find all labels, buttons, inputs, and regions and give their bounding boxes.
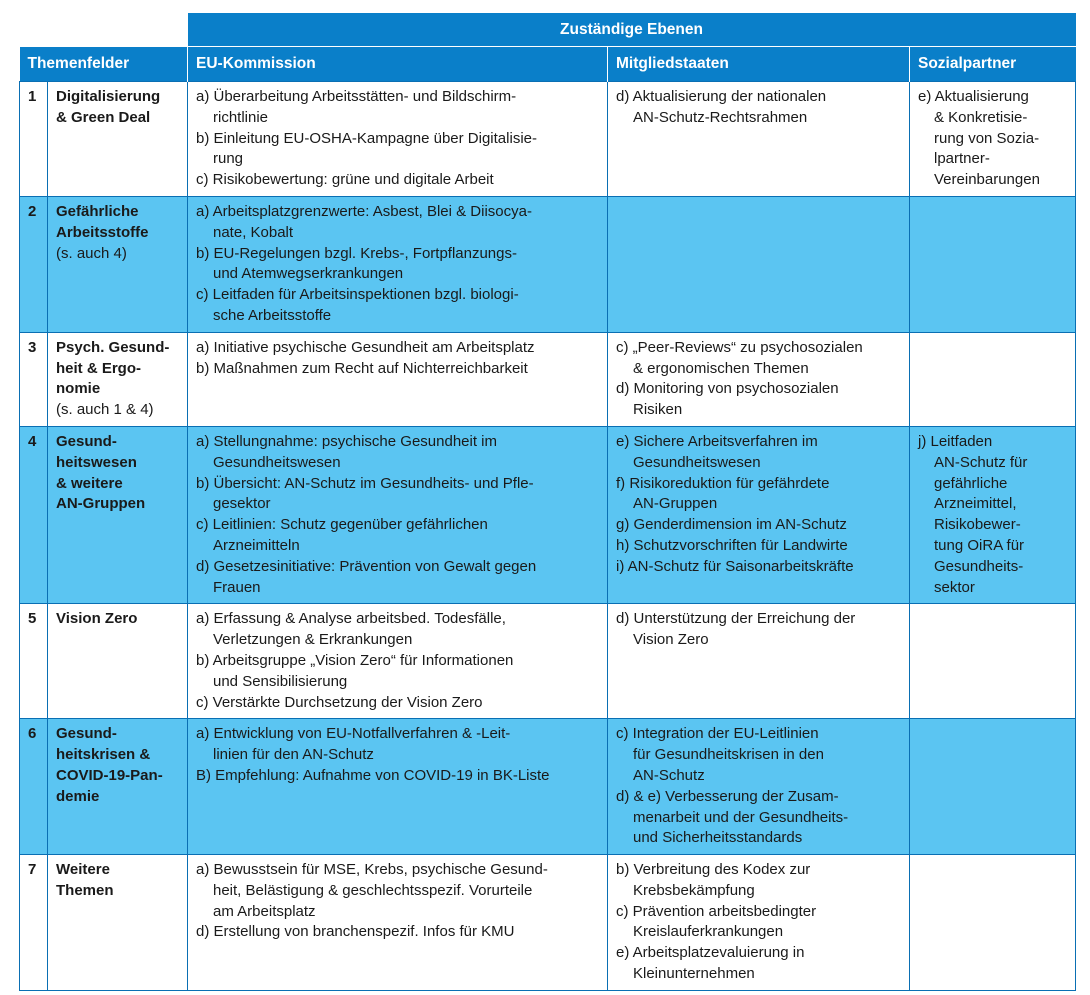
measure-line: B) Empfehlung: Aufnahme von COVID-19 in BK-Liste: [196, 766, 550, 784]
measure-line: b) Verbreitung des Kodex zur: [616, 861, 811, 879]
measure-line: AN-Schutz: [633, 766, 705, 784]
measure-line: j) Leitfaden: [918, 432, 993, 450]
measure-line: Gesundheitswesen: [213, 453, 341, 471]
row-number: 3: [20, 332, 48, 426]
col-header-topics: Themenfelder: [20, 47, 188, 82]
table-body: [20, 82, 1076, 991]
topic-line: Digitalisierung: [56, 88, 161, 105]
measure-line: lpartner-: [934, 150, 990, 168]
measure-line: e) Arbeitsplatzevaluierung in: [616, 944, 805, 962]
measure-line: linien für den AN-Schutz: [213, 746, 374, 764]
measure-line: g) Genderdimension im AN-Schutz: [616, 516, 847, 534]
topic-cell: [48, 855, 188, 991]
measure-line: d) Unterstützung der Erreichung der: [616, 610, 856, 628]
topic-cell: [48, 332, 188, 426]
measure-line: gesektor: [213, 495, 271, 513]
measure-line: Risikobewer-: [934, 516, 1021, 534]
topic-line: & Green Deal: [56, 108, 151, 126]
super-header-row: [20, 13, 1076, 47]
measure-line: e) Aktualisierung: [918, 88, 1029, 105]
measure-line: AN-Schutz-Rechtsrahmen: [633, 108, 808, 126]
measure-line: b) Maßnahmen zum Recht auf Nichterreichbarkeit: [196, 359, 528, 377]
responsible-levels-header: Zuständige Ebenen: [188, 13, 1076, 47]
member-states-cell: [608, 426, 910, 603]
member-states-cell: [608, 82, 910, 197]
row-number: 6: [20, 719, 48, 855]
measure-line: Frauen: [213, 578, 261, 596]
measure-line: d) Monitoring von psychosozialen: [616, 380, 839, 398]
topic-line: Weitere: [56, 861, 110, 879]
measure-line: und Atemwegserkrankungen: [213, 265, 404, 283]
measure-line: nate, Kobalt: [213, 223, 294, 241]
measure-line: b) Übersicht: AN-Schutz im Gesundheits- und Pfle-: [196, 474, 534, 492]
measure-line: c) Verstärkte Durchsetzung der Vision Zero: [196, 693, 483, 711]
table-row: [20, 855, 1076, 991]
social-partners-cell: [910, 196, 1076, 332]
topic-line: (s. auch 4): [56, 244, 127, 262]
topic-line: AN-Gruppen: [56, 495, 146, 513]
measure-line: rung von Sozia-: [934, 129, 1040, 147]
measure-line: c) Prävention arbeitsbedingter: [616, 902, 817, 920]
measure-line: & ergonomischen Themen: [633, 359, 809, 377]
measure-line: AN-Schutz für: [934, 453, 1028, 471]
measure-line: b) EU-Regelungen bzgl. Krebs-, Fortpflanzungs-: [196, 244, 517, 262]
table-row: [20, 719, 1076, 855]
measure-line: a) Arbeitsplatzgrenzwerte: Asbest, Blei & Diisocya-: [196, 202, 532, 220]
measure-line: für Gesundheitskrisen in den: [633, 746, 824, 764]
row-number: 5: [20, 604, 48, 719]
measure-line: Gesundheitswesen: [633, 453, 761, 471]
measure-line: menarbeit und der Gesundheits-: [633, 808, 849, 826]
measure-line: rung: [213, 150, 244, 168]
table-row: [20, 604, 1076, 719]
topic-cell: [48, 719, 188, 855]
measure-line: a) Initiative psychische Gesundheit am Arbeitsplatz: [196, 338, 535, 356]
eu-commission-cell: [188, 604, 608, 719]
measure-line: b) Arbeitsgruppe „Vision Zero“ für Informationen: [196, 651, 514, 669]
measure-line: tung OiRA für: [934, 536, 1025, 554]
measures-table: [19, 13, 1076, 991]
topic-cell: [48, 426, 188, 603]
measure-line: Verletzungen & Erkrankungen: [213, 631, 413, 649]
topic-line: heitskrisen &: [56, 746, 151, 764]
measure-line: sektor: [934, 578, 975, 596]
measure-line: sche Arbeitsstoffe: [213, 306, 332, 324]
measure-line: d) Erstellung von branchenspezif. Infos für KMU: [196, 923, 515, 941]
measures-table-container: [19, 13, 1075, 991]
col-header-member-states: Mitgliedstaaten: [608, 47, 910, 82]
measure-line: b) Einleitung EU-OSHA-Kampagne über Digitalisie-: [196, 129, 537, 147]
topic-line: & weitere: [56, 474, 123, 492]
social-partners-cell: [910, 82, 1076, 197]
column-header-row: [20, 47, 1076, 82]
measure-line: Vereinbarungen: [934, 171, 1040, 189]
topic-line: Psych. Gesund-: [56, 338, 170, 356]
topic-cell: [48, 196, 188, 332]
measure-line: am Arbeitsplatz: [213, 902, 316, 920]
measure-line: heit, Belästigung & geschlechtsspezif. Vorurteile: [213, 881, 533, 899]
eu-commission-cell: [188, 332, 608, 426]
social-partners-cell: [910, 604, 1076, 719]
measure-line: e) Sichere Arbeitsverfahren im: [616, 432, 818, 450]
measure-line: Kleinunternehmen: [633, 965, 755, 983]
measure-line: Krebsbekämpfung: [633, 881, 755, 899]
topic-line: Gesund-: [56, 432, 117, 450]
measure-line: Kreislauferkrankungen: [633, 923, 784, 941]
measure-line: AN-Gruppen: [633, 495, 718, 513]
measure-line: Risiken: [633, 401, 683, 419]
topic-line: demie: [56, 787, 100, 805]
topic-line: Gesund-: [56, 725, 117, 743]
topic-line: Arbeitsstoffe: [56, 223, 149, 241]
social-partners-cell: [910, 426, 1076, 603]
social-partners-cell: [910, 855, 1076, 991]
row-number: 4: [20, 426, 48, 603]
topic-line: nomie: [56, 380, 101, 398]
measure-line: Vision Zero: [633, 631, 709, 649]
topic-cell: [48, 82, 188, 197]
eu-commission-cell: [188, 855, 608, 991]
measure-line: Arzneimitteln: [213, 536, 300, 554]
table-row: [20, 196, 1076, 332]
measure-line: c) Risikobewertung: grüne und digitale Arbeit: [196, 171, 494, 189]
row-number: 2: [20, 196, 48, 332]
measure-line: und Sicherheitsstandards: [633, 829, 803, 847]
member-states-cell: [608, 196, 910, 332]
measure-line: und Sensibilisierung: [213, 672, 348, 690]
topic-line: heit & Ergo-: [56, 359, 141, 377]
topic-line: Gefährliche: [56, 202, 139, 220]
topic-line: Themen: [56, 881, 114, 899]
measure-line: & Konkretisie-: [934, 108, 1028, 126]
measure-line: a) Entwicklung von EU-Notfallverfahren & -Leit-: [196, 725, 511, 743]
table-row: [20, 82, 1076, 197]
social-partners-cell: [910, 719, 1076, 855]
row-number: 1: [20, 82, 48, 197]
measure-line: a) Bewusstsein für MSE, Krebs, psychische Gesund-: [196, 861, 548, 879]
measure-line: c) „Peer-Reviews“ zu psychosozialen: [616, 338, 863, 356]
topic-cell: [48, 604, 188, 719]
measure-line: Arzneimittel,: [934, 495, 1017, 513]
eu-commission-cell: [188, 82, 608, 197]
col-header-eu-commission: EU-Kommission: [188, 47, 608, 82]
row-number: 7: [20, 855, 48, 991]
social-partners-cell: [910, 332, 1076, 426]
measure-line: h) Schutzvorschriften für Landwirte: [616, 536, 848, 554]
header-spacer: [20, 13, 188, 47]
measure-line: d) Gesetzesinitiative: Prävention von Gewalt gegen: [196, 557, 537, 575]
topic-line: Vision Zero: [56, 610, 138, 628]
measure-line: a) Stellungnahme: psychische Gesundheit im: [196, 432, 497, 450]
col-header-social-partners: Sozialpartner: [910, 47, 1076, 82]
member-states-cell: [608, 719, 910, 855]
measure-line: a) Erfassung & Analyse arbeitsbed. Todesfälle,: [196, 610, 506, 628]
measure-line: c) Leitlinien: Schutz gegenüber gefährlichen: [196, 516, 488, 534]
measure-line: a) Überarbeitung Arbeitsstätten- und Bildschirm-: [196, 88, 517, 105]
measure-line: d) Aktualisierung der nationalen: [616, 88, 827, 105]
member-states-cell: [608, 332, 910, 426]
table-row: [20, 332, 1076, 426]
eu-commission-cell: [188, 196, 608, 332]
topic-line: heitswesen: [56, 453, 137, 471]
eu-commission-cell: [188, 426, 608, 603]
measure-line: c) Integration der EU-Leitlinien: [616, 725, 819, 743]
table-row: [20, 426, 1076, 603]
member-states-cell: [608, 604, 910, 719]
measure-line: f) Risikoreduktion für gefährdete: [616, 474, 830, 492]
eu-commission-cell: [188, 719, 608, 855]
measure-line: richtlinie: [213, 108, 269, 126]
measure-line: d) & e) Verbesserung der Zusam-: [616, 787, 839, 805]
topic-line: COVID-19-Pan-: [56, 766, 163, 784]
measure-line: c) Leitfaden für Arbeitsinspektionen bzgl. biologi-: [196, 286, 519, 304]
measure-line: Gesundheits-: [934, 557, 1024, 575]
topic-line: (s. auch 1 & 4): [56, 401, 154, 419]
measure-line: i) AN-Schutz für Saisonarbeitskräfte: [616, 557, 854, 575]
measure-line: gefährliche: [934, 474, 1008, 492]
member-states-cell: [608, 855, 910, 991]
